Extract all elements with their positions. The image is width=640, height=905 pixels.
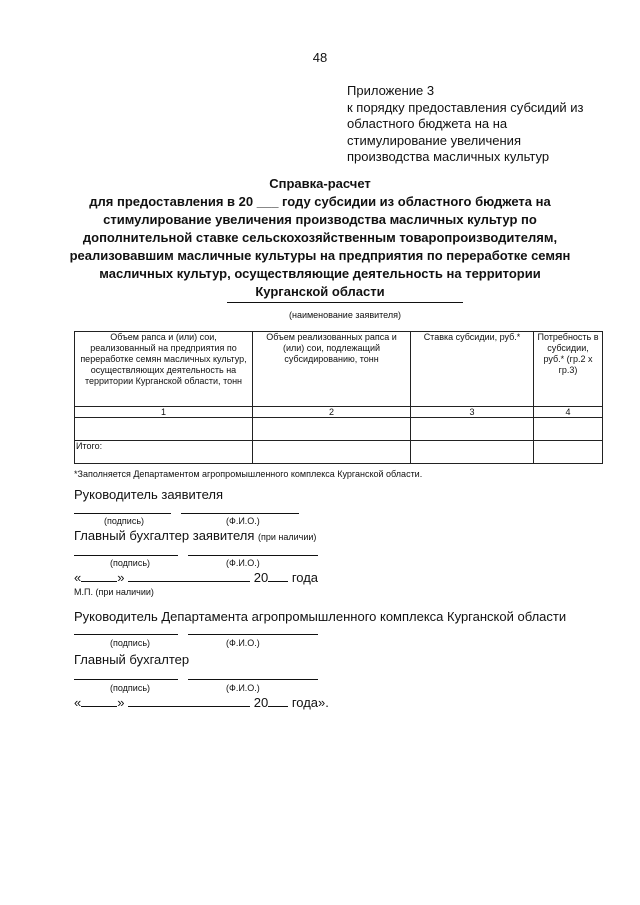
day-blank[interactable]: [81, 569, 117, 582]
signature-line: [74, 555, 178, 556]
fio-caption: (Ф.И.О.): [226, 516, 260, 526]
day-blank[interactable]: [81, 694, 117, 707]
signature-line: [74, 513, 171, 514]
fio-caption: (Ф.И.О.): [226, 683, 260, 693]
title-line: для предоставления в 20 ___ году субсидии из областного бюджета на: [89, 194, 551, 209]
department-head-label: Руководитель Департамента агропромышленного комплекса Курганской области: [74, 609, 567, 624]
table-header-cell: Потребность в субсидии, руб.* (гр.2 x гр.3): [534, 332, 603, 407]
stamp-note: М.П. (при наличии): [74, 587, 154, 597]
table-header-cell: Ставка субсидии, руб.*: [411, 332, 534, 407]
title-line: дополнительной ставке сельскохозяйственным товаропроизводителям,: [82, 230, 558, 245]
table-cell[interactable]: [411, 418, 534, 441]
column-number: 4: [534, 407, 603, 418]
column-number: 1: [75, 407, 253, 418]
table-cell[interactable]: [75, 418, 253, 441]
table-header-cell: Объем реализованных рапса и (или) сои, подлежащий субсидированию, тонн: [253, 332, 411, 407]
applicant-accountant-label: [74, 528, 316, 543]
table-header-row: [75, 332, 603, 407]
fio-line: [188, 679, 318, 680]
month-blank[interactable]: [128, 694, 250, 707]
title-line: масличных культур, осуществляющие деятельность на территории: [99, 266, 541, 281]
signature-caption: (подпись): [110, 558, 151, 568]
year-prefix: 20: [253, 570, 269, 585]
table-total-row: [75, 441, 603, 464]
year-suffix: года: [291, 570, 319, 585]
applicant-name-line: [227, 302, 463, 303]
signature-line: [74, 679, 178, 680]
year-blank[interactable]: [268, 694, 288, 707]
table-row: [75, 418, 603, 441]
year-suffix: года».: [291, 695, 329, 710]
if-any-note: (при наличии): [258, 532, 317, 542]
signature-line: [74, 634, 178, 635]
signature-caption: (подпись): [110, 638, 151, 648]
calculation-table: [74, 331, 603, 464]
fio-line: [188, 555, 318, 556]
month-blank[interactable]: [128, 569, 250, 582]
date-close-quote: »: [117, 695, 125, 710]
title-line: Курганской области: [255, 284, 385, 299]
table-cell[interactable]: [411, 441, 534, 464]
fio-line: [188, 634, 318, 635]
column-number: 2: [253, 407, 411, 418]
table-cell[interactable]: [534, 441, 603, 464]
appendix-block: [347, 83, 627, 166]
chief-accountant-label: Главный бухгалтер: [74, 652, 190, 667]
title-line: стимулирование увеличения производства масличных культур по: [103, 212, 537, 227]
date-close-quote: »: [117, 570, 125, 585]
document-title: [20, 175, 620, 301]
applicant-accountant-text: Главный бухгалтер заявителя: [74, 528, 255, 543]
title-line: реализовавшим масличные культуры на предприятия по переработке семян: [69, 248, 571, 263]
appendix-line: стимулирование увеличения: [347, 132, 521, 148]
date-line: [74, 694, 329, 710]
date-line: [74, 569, 318, 585]
footnote: *Заполняется Департаментом агропромышленного комплекса Курганской области.: [74, 469, 423, 479]
table-cell[interactable]: [534, 418, 603, 441]
fio-caption: (Ф.И.О.): [226, 638, 260, 648]
applicant-name-caption: (наименование заявителя): [288, 310, 402, 320]
signature-caption: (подпись): [104, 516, 145, 526]
appendix-line: к порядку предоставления субсидий из: [347, 99, 584, 115]
fio-caption: (Ф.И.О.): [226, 558, 260, 568]
title-line: Справка-расчет: [269, 176, 371, 191]
signature-caption: (подпись): [110, 683, 151, 693]
fio-line: [181, 513, 299, 514]
appendix-line: производства масличных культур: [347, 149, 550, 164]
year-prefix: 20: [253, 695, 269, 710]
table-header-cell: Объем рапса и (или) сои, реализованный на предприятия по переработке семян масличных культур, осуществляющих деятельность на территории Курганской области, тонн: [75, 332, 253, 407]
column-number: 3: [411, 407, 534, 418]
table-cell[interactable]: [253, 441, 411, 464]
applicant-head-label: Руководитель заявителя: [74, 487, 223, 502]
date-open-quote: «: [74, 695, 82, 710]
table-number-row: [75, 407, 603, 418]
table-cell[interactable]: [253, 418, 411, 441]
appendix-line: областного бюджета на на: [347, 116, 508, 131]
year-blank[interactable]: [268, 569, 288, 582]
appendix-line: Приложение 3: [347, 83, 435, 98]
total-label: Итого:: [75, 441, 253, 464]
page-number: 48: [312, 50, 328, 65]
date-open-quote: «: [74, 570, 82, 585]
